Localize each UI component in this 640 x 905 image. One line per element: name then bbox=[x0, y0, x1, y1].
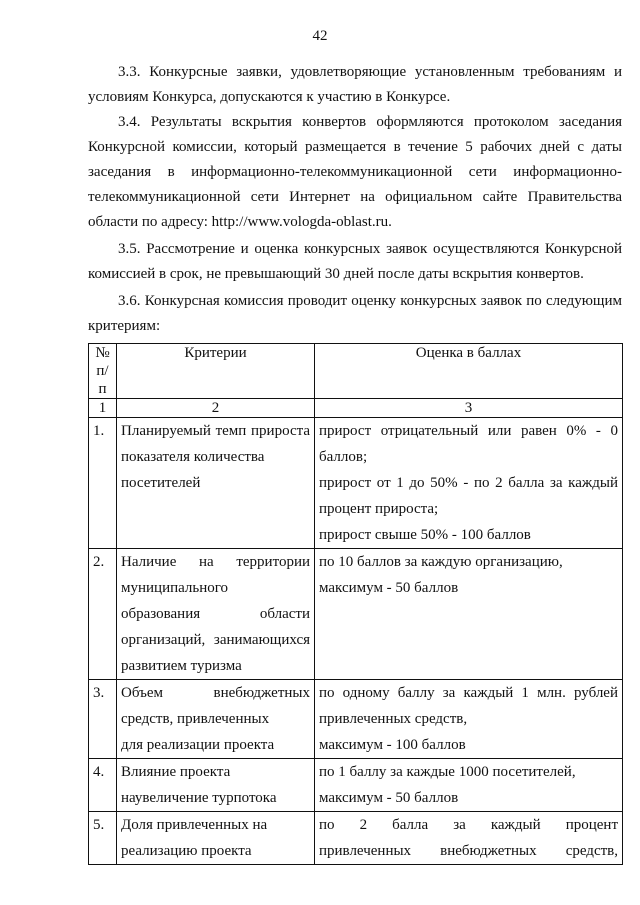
criteria-cell bbox=[117, 549, 315, 680]
table-row bbox=[89, 812, 623, 865]
paragraph-text: 3.5. Рассмотрение и оценка конкурсных заявок осуществляются Конкурсной комиссией в срок, не превышающий 30 дней после даты вскрытия конвертов. bbox=[88, 241, 622, 282]
table-row bbox=[89, 549, 623, 680]
paragraph-text: 3.4. Результаты вскрытия конвертов оформляются протоколом заседания Конкурсной комиссии, который размещается в течение 5 рабочих дней с даты заседания в информационно-телекоммуникационной сети информационно-телекоммуникационной сети Интернет на официальном сайте Правительства области по адресу: http://www.vologda-oblast.ru. bbox=[88, 114, 622, 230]
cell-line: привлеченных внебюджетных средств, bbox=[319, 843, 618, 859]
column-number: 1 bbox=[89, 399, 117, 418]
row-number: 3. bbox=[89, 680, 117, 759]
cell-line: для реализации проекта bbox=[121, 737, 275, 753]
score-cell bbox=[315, 680, 623, 759]
paragraph-3-6 bbox=[88, 289, 622, 339]
score-cell bbox=[315, 549, 623, 680]
cell-line: привлеченных средств, bbox=[319, 711, 468, 727]
paragraph-3-3 bbox=[88, 60, 622, 110]
cell-line: посетителей bbox=[121, 475, 201, 491]
cell-line: прирост от 1 до 50% - по 2 балла за каждый bbox=[319, 475, 618, 491]
paragraph-text: 3.3. Конкурсные заявки, удовлетворяющие установленным требованиям и условиям Конкурса, допускаются к участию в Конкурсе. bbox=[88, 64, 622, 105]
criteria-cell bbox=[117, 680, 315, 759]
cell-line: муниципального bbox=[121, 580, 229, 596]
table-row bbox=[89, 418, 623, 549]
page-number: 42 bbox=[312, 28, 328, 44]
cell-line: Планируемый темп прироста bbox=[121, 423, 310, 439]
cell-line: образования области bbox=[121, 606, 310, 622]
row-number: 2. bbox=[89, 549, 117, 680]
cell-line: по 10 баллов за каждую организацию, bbox=[319, 554, 563, 570]
criteria-cell bbox=[117, 759, 315, 812]
header-criteria: Критерии bbox=[117, 344, 315, 399]
row-number: 4. bbox=[89, 759, 117, 812]
cell-line: наувеличение турпотока bbox=[121, 790, 277, 806]
row-number: 1. bbox=[89, 418, 117, 549]
cell-line: процент прироста; bbox=[319, 501, 439, 517]
cell-line: по одному баллу за каждый 1 млн. рублей bbox=[319, 685, 618, 701]
cell-line: баллов; bbox=[319, 449, 368, 465]
table-row bbox=[89, 759, 623, 812]
cell-line: показателя количества bbox=[121, 449, 265, 465]
column-number: 3 bbox=[315, 399, 623, 418]
cell-line: Объем внебюджетных bbox=[121, 685, 310, 701]
cell-line: Влияние проекта bbox=[121, 764, 231, 780]
criteria-table bbox=[88, 343, 623, 865]
paragraph-3-5 bbox=[88, 237, 622, 287]
table-header-row bbox=[89, 344, 623, 399]
cell-line: по 1 баллу за каждые 1000 посетителей, bbox=[319, 764, 576, 780]
cell-line: максимум - 100 баллов bbox=[319, 737, 466, 753]
score-cell bbox=[315, 418, 623, 549]
column-number-row bbox=[89, 399, 623, 418]
score-cell bbox=[315, 759, 623, 812]
table-row bbox=[89, 680, 623, 759]
cell-line: прирост свыше 50% - 100 баллов bbox=[319, 527, 531, 543]
cell-line: по 2 балла за каждый процент bbox=[319, 817, 618, 833]
criteria-cell bbox=[117, 418, 315, 549]
paragraph-3-4 bbox=[88, 110, 622, 235]
cell-line: максимум - 50 баллов bbox=[319, 580, 459, 596]
row-number: 5. bbox=[89, 812, 117, 865]
cell-line: реализацию проекта bbox=[121, 843, 252, 859]
cell-line: прирост отрицательный или равен 0% - 0 bbox=[319, 423, 618, 439]
score-cell bbox=[315, 812, 623, 865]
cell-line: Доля привлеченных на bbox=[121, 817, 268, 833]
cell-line: Наличие на территории bbox=[121, 554, 310, 570]
cell-line: развитием туризма bbox=[121, 658, 242, 674]
cell-line: средств, привлеченных bbox=[121, 711, 270, 727]
cell-line: организаций, занимающихся bbox=[121, 632, 310, 648]
paragraph-text: 3.6. Конкурсная комиссия проводит оценку конкурсных заявок по следующим критериям: bbox=[88, 293, 622, 334]
criteria-cell bbox=[117, 812, 315, 865]
column-number: 2 bbox=[117, 399, 315, 418]
header-num: № п/п bbox=[89, 344, 117, 399]
header-score: Оценка в баллах bbox=[315, 344, 623, 399]
cell-line: максимум - 50 баллов bbox=[319, 790, 459, 806]
